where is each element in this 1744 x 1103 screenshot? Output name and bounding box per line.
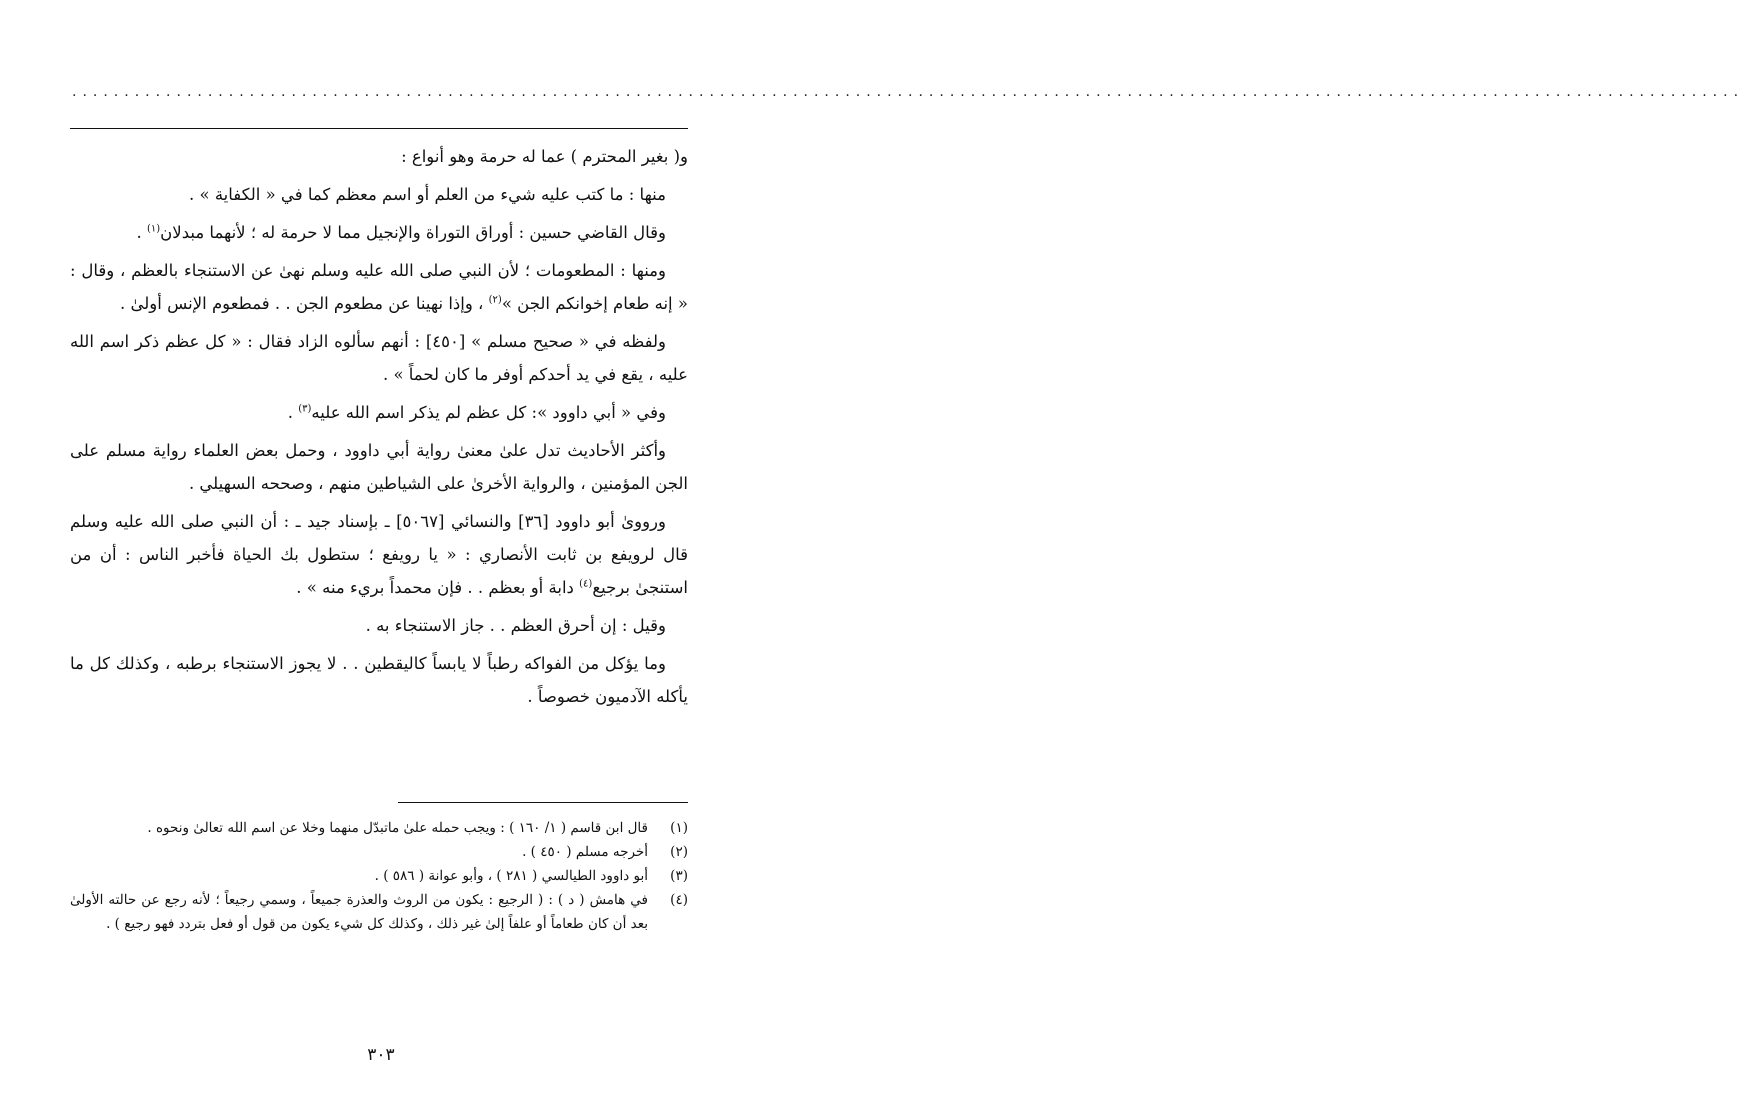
paragraph: منها : ما كتب عليه شيء من العلم أو اسم معظم كما في « الكفاية » . (188, 185, 666, 204)
footnote (70, 864, 688, 888)
paragraph: ورووىٰ أبو داوود [٣٦] والنسائي [٥٠٦٧] ـ بإسناد جيد ـ : أن النبي صلى الله عليه وسلم قال لرويفع بن ثابت الأنصاري : « يا رويفع ؛ ستطول بك الحياة فأخبر الناس : أن من استنجىٰ برجيع$^{(٤)}$ دابة أو بعظم . . فإن محمداً بريء منه » . (70, 512, 688, 597)
paragraph: و( بغير المحترم ) عما له حرمة وهو أنواع : (401, 147, 688, 166)
footnote-number: (٣) (670, 868, 688, 884)
page-number: ٣٠٣ (367, 1045, 395, 1065)
header-rule (70, 128, 688, 129)
footnote-ref[interactable]: (٤) (579, 578, 593, 590)
header-dotted-line: ................................................................................................................................................................ (72, 84, 1744, 100)
footnote (70, 888, 688, 936)
paragraph: وقيل : إن أحرق العظم . . جاز الاستنجاء به . (365, 616, 666, 635)
footnote-text: قال ابن قاسم ( ١/ ١٦٠ ) : ويجب حمله علىٰ ماتبدّل منهما وخلا عن اسم الله تعالىٰ ونحوه . (147, 820, 648, 836)
footnote-ref[interactable]: (٢) (488, 294, 502, 306)
footnote-number: (١) (670, 820, 688, 836)
paragraph: وقال القاضي حسين : أوراق التوراة والإنجيل مما لا حرمة له ؛ لأنهما مبدلان$^{(١)}$ . (136, 223, 666, 242)
footnote (70, 816, 688, 840)
main-text (70, 140, 688, 718)
footnote (70, 840, 688, 864)
footnote-text: أبو داوود الطيالسي ( ٢٨١ ) ، وأبو عوانة ( ٥٨٦ ) . (374, 868, 648, 884)
footnote-number: (٢) (670, 844, 688, 860)
paragraph: وأكثر الأحاديث تدل علىٰ معنىٰ رواية أبي داوود ، وحمل بعض العلماء رواية مسلم على الجن المؤمنين ، والرواية الأخرىٰ على الشياطين منهم ، وصححه السهيلي . (70, 441, 688, 493)
footnote-ref[interactable]: (٣) (298, 403, 312, 415)
paragraph: وما يؤكل من الفواكه رطباً لا يابساً كاليقطين . . لا يجوز الاستنجاء برطبه ، وكذلك كل ما يأكله الآدميون خصوصاً . (70, 654, 688, 706)
footnotes (70, 816, 688, 936)
footnote-text: أخرجه مسلم ( ٤٥٠ ) . (522, 844, 648, 860)
footnote-text: في هامش ( د ) : ( الرجيع : يكون من الروث والعذرة جميعاً ، وسمي رجيعاً ؛ لأنه رجع عن حالته الأولىٰ بعد أن كان طعاماً أو علفاً إلىٰ غير ذلك ، وكذلك كل شيء يكون من قول أو فعل بتردد فهو رجيع ) . (70, 892, 648, 932)
footnote-rule (398, 802, 688, 803)
paragraph: وفي « أبي داوود »: كل عظم لم يذكر اسم الله عليه$^{(٣)}$ . (287, 403, 666, 422)
footnote-ref[interactable]: (١) (146, 223, 161, 235)
paragraph: ولفظه في « صحيح مسلم » [٤٥٠] : أنهم سألوه الزاد فقال : « كل عظم ذكر اسم الله عليه ، يقع في يد أحدكم أوفر ما كان لحماً » . (70, 332, 688, 384)
paragraph: ومنها : المطعومات ؛ لأن النبي صلى الله عليه وسلم نهىٰ عن الاستنجاء بالعظم ، وقال : « إنه طعام إخوانكم الجن »$^{(٢)}$ ، وإذا نهينا عن مطعوم الجن . . فمطعوم الإنس أولىٰ . (70, 261, 688, 313)
footnote-number: (٤) (670, 892, 688, 908)
